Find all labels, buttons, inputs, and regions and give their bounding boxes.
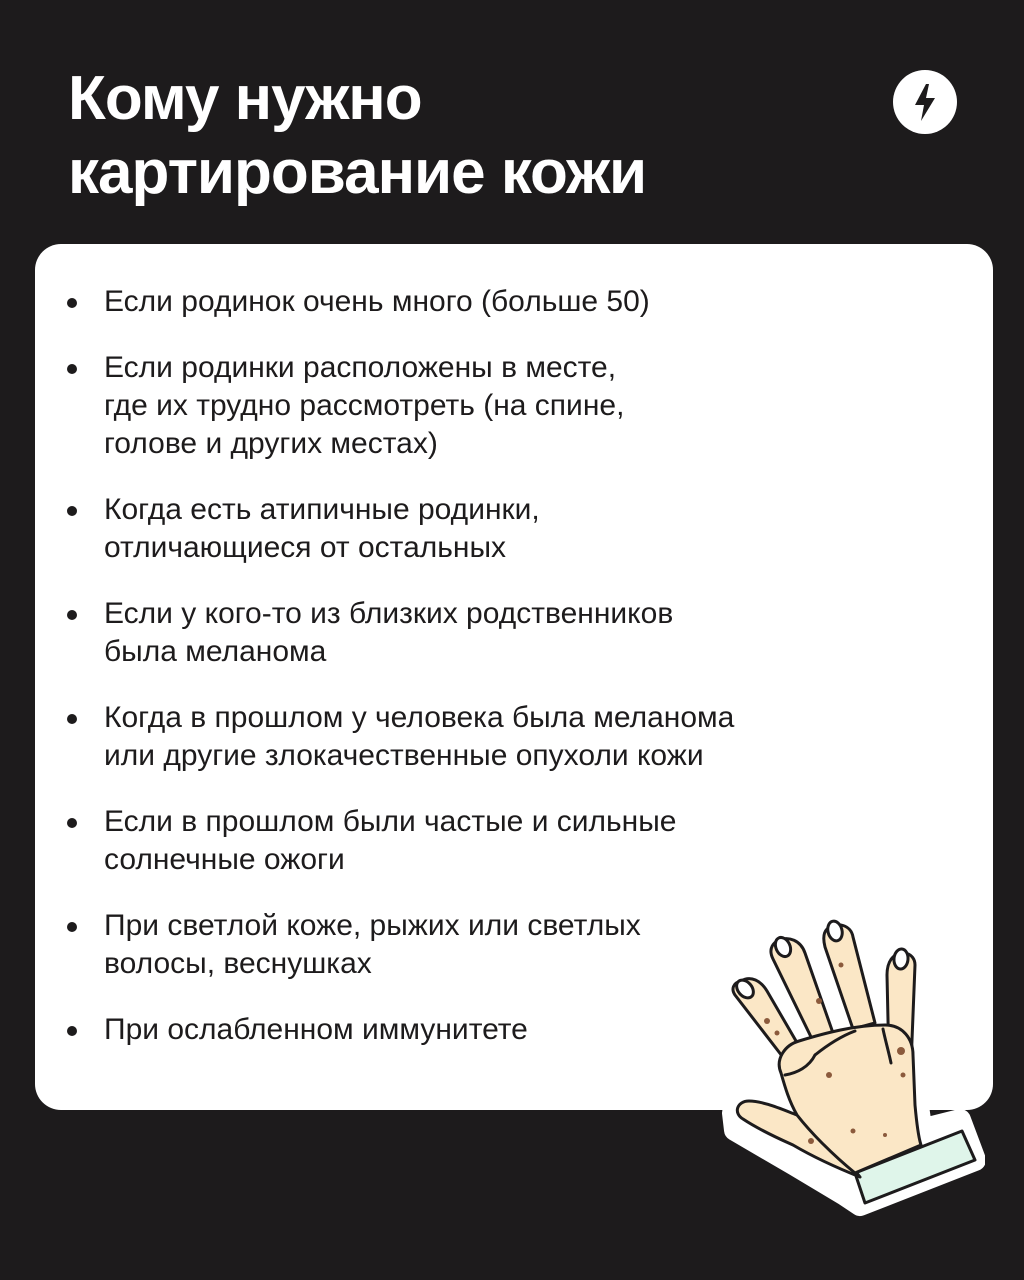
hand-with-moles-icon (715, 905, 985, 1225)
bullet-icon (67, 364, 77, 374)
list-item (35, 595, 993, 671)
list-item (35, 491, 993, 567)
page-title (68, 62, 646, 210)
list-item-text: Когда есть атипичные родинки, отличающиеся от остальных (104, 493, 540, 564)
list-item (35, 283, 993, 321)
bullet-icon (67, 506, 77, 516)
bullet-icon (67, 922, 77, 932)
lightning-bolt-icon (893, 70, 957, 134)
title-line-2: картирование кожи (68, 138, 647, 207)
list-item-text: Когда в прошлом у человека была меланома или другие злокачественные опухоли кожи (104, 701, 735, 772)
brand-logo (893, 70, 957, 134)
bullet-icon (67, 610, 77, 620)
list-item-text: Если у кого-то из близких родственников была меланома (104, 597, 674, 668)
list-item-text: При светлой коже, рыжих или светлых волосы, веснушках (104, 909, 641, 980)
bullet-icon (67, 818, 77, 828)
bullet-icon (67, 1026, 77, 1036)
list-item-text: При ослабленном иммунитете (104, 1013, 528, 1046)
list-item (35, 349, 993, 463)
bullet-icon (67, 714, 77, 724)
bullet-icon (67, 298, 77, 308)
list-item-text: Если родинок очень много (больше 50) (104, 285, 650, 318)
list-item-text: Если родинки расположены в месте, где их трудно рассмотреть (на спине, голове и других местах) (104, 351, 625, 460)
title-line-1: Кому нужно (68, 64, 422, 133)
list-item-text: Если в прошлом были частые и сильные солнечные ожоги (104, 805, 677, 876)
list-item (35, 699, 993, 775)
list-item (35, 803, 993, 879)
